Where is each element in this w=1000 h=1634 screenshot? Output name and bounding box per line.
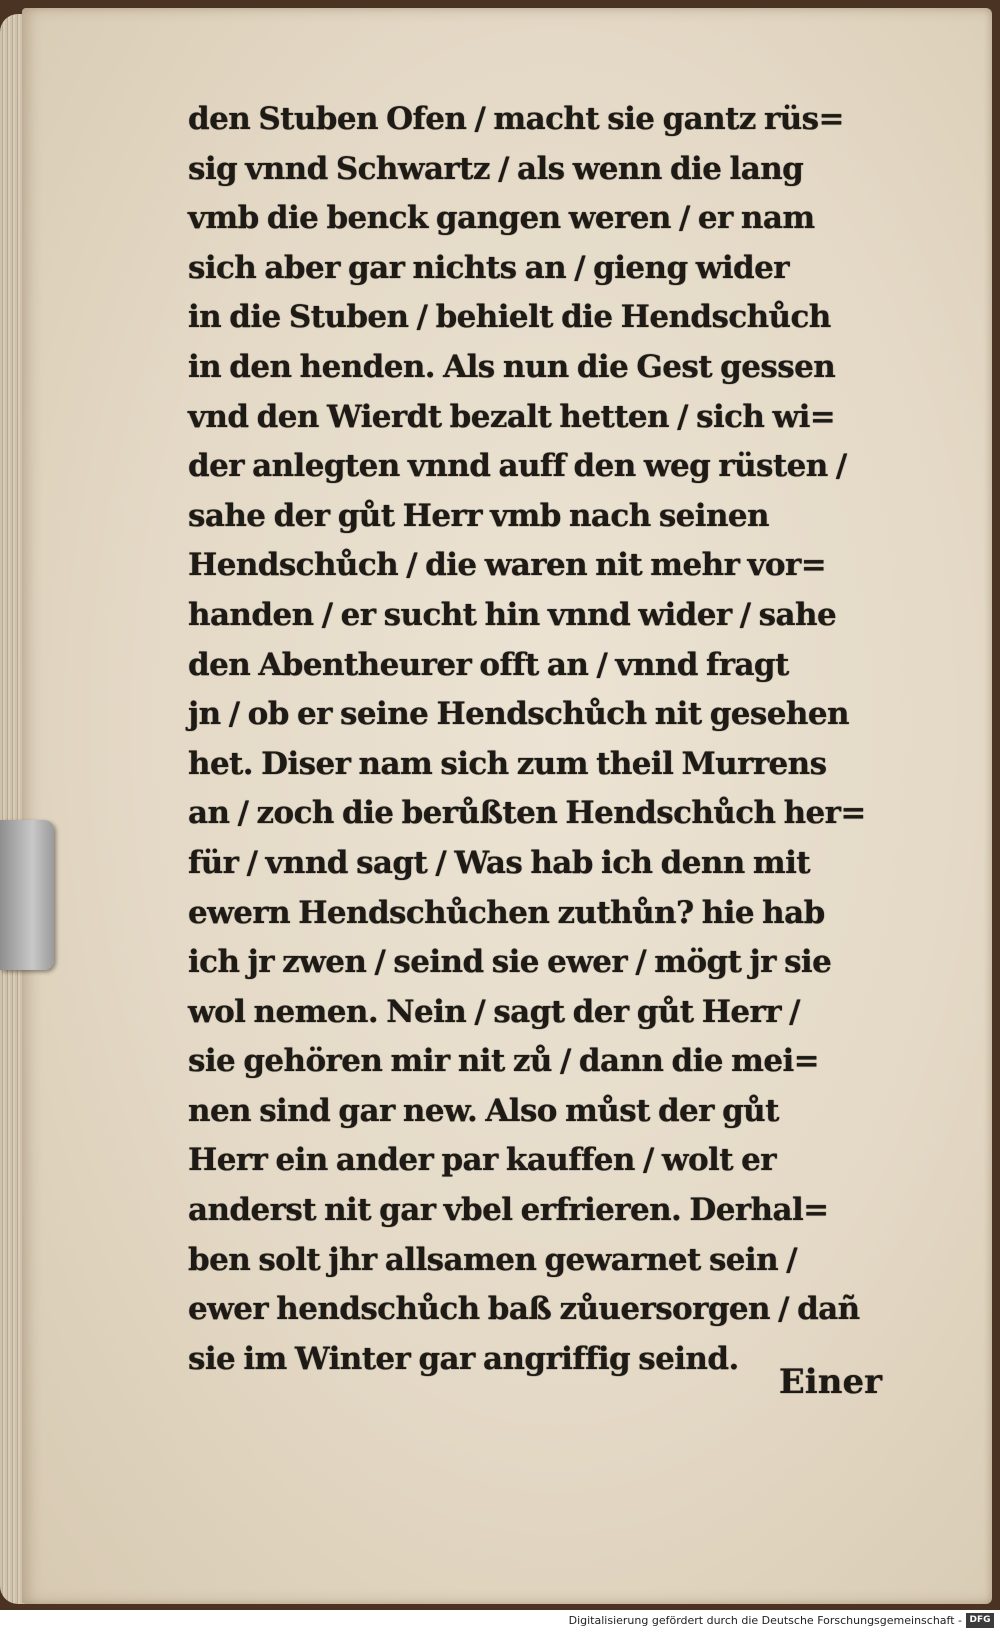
text-line: ewern Hendschůchen zuthůn? hie hab [188, 894, 825, 931]
text-line: ben solt jhr allsamen gewarnet sein / [188, 1241, 797, 1278]
text-line: sie gehören mir nit zů / dann die mei= [188, 1043, 820, 1080]
text-line: wol nemen. Nein / sagt der gůt Herr / [188, 993, 800, 1030]
text-line: in die Stuben / behielt die Hendschůch [188, 299, 831, 336]
text-line: für / vnnd sagt / Was hab ich denn mit [188, 844, 811, 881]
text-line: sich aber gar nichts an / gieng wider [188, 249, 789, 286]
catchword: Einer [778, 1362, 882, 1402]
text-line: den Abentheurer offt an / vnnd fragt [188, 646, 789, 683]
text-line: vmb die benck gangen weren / er nam [188, 200, 815, 237]
page-clip [0, 820, 54, 970]
text-line: den Stuben Ofen / macht sie gantz rüs= [188, 101, 844, 137]
text-line: ich jr zwen / seind sie ewer / mögt jr sie [188, 944, 832, 981]
text-line: vnd den Wierdt bezalt hetten / sich wi= [188, 398, 836, 435]
text-line: anderst nit gar vbel erfrieren. Derhal= [188, 1192, 829, 1229]
text-line: sahe der gůt Herr vmb nach seinen [188, 497, 769, 534]
text-line: sie im Winter gar angriffig seind. [188, 1340, 739, 1377]
text-line: Herr ein ander par kauffen / wolt er [188, 1142, 776, 1179]
text-line: sig vnnd Schwartz / als wenn die lang [188, 150, 804, 187]
text-line: in den henden. Als nun die Gest gessen [188, 348, 836, 385]
text-line: an / zoch die berůßten Hendschůch her= [188, 795, 866, 832]
dfg-logo: DFG [966, 1613, 994, 1628]
text-line: jn / ob er seine Hendschůch nit gesehen [188, 696, 849, 733]
text-line: der anlegten vnnd auff den weg rüsten / [188, 448, 847, 485]
text-line: handen / er sucht hin vnnd wider / sahe [188, 596, 837, 633]
footer [0, 1610, 1000, 1634]
text-line: nen sind gar new. Also můst der gůt [188, 1092, 779, 1129]
text-line: Hendschůch / die waren nit mehr vor= [188, 547, 827, 584]
footer-credit: Digitalisierung gefördert durch die Deutsche Forschungsgemeinschaft - [568, 1614, 962, 1627]
body-text [188, 95, 923, 1384]
text-line: ewer hendschůch baß zůuersorgen / dañ [188, 1291, 860, 1328]
text-line: het. Diser nam sich zum theil Murrens [188, 745, 827, 782]
